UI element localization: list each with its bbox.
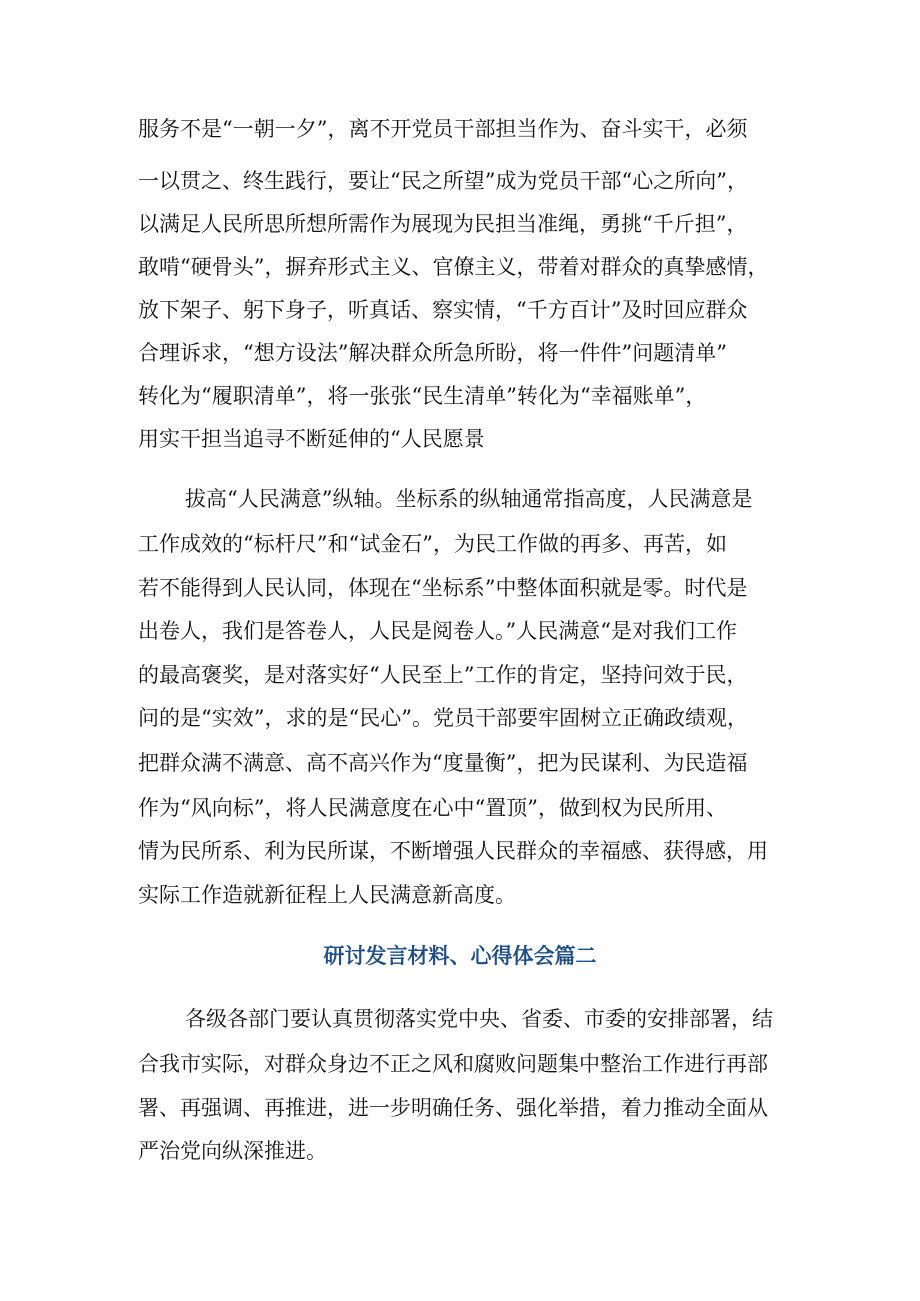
text-line: 作为“风向标”，将人民满意度在心中“置顶”，做到权为民所用、 xyxy=(138,796,727,820)
text-line: 的最高褒奖，是对落实好“人民至上”工作的肯定，坚持问效于民， xyxy=(138,663,748,687)
text-line: 问的是“实效”，求的是“民心”。党员干部要牢固树立正确政绩观， xyxy=(138,706,748,730)
text-line: 实际工作造就新征程上人民满意新高度。 xyxy=(138,883,516,907)
text-line: 署、再强调、再推进，进一步明确任务、强化举措，着力推动全面从 xyxy=(138,1096,768,1120)
text-line: 出卷人，我们是答卷人，人民是阅卷人。”人民满意“是对我们工作 xyxy=(138,619,737,643)
text-line: 合理诉求，“想方设法”解决群众所急所盼，将一件件”问题清单” xyxy=(138,341,727,365)
text-line: 情为民所系、利为民所谋，不断增强人民群众的幸福感、获得感，用 xyxy=(138,839,768,863)
text-line: 各级各部门要认真贯彻落实党中央、省委、市委的安排部署，结 xyxy=(185,1007,773,1031)
text-line: 以满足人民所思所想所需作为展现为民担当准绳，勇挑“千斤担”， xyxy=(138,212,748,236)
text-line: 转化为“履职清单”，将一张张“民生清单”转化为“幸福账单”， xyxy=(138,384,707,408)
text-line: 敢啃“硬骨头”，摒弃形式主义、官僚主义，带着对群众的真挚感情， xyxy=(138,255,769,279)
text-line: 服务不是“一朝一夕”，离不开党员干部担当作为、奋斗实干，必须 xyxy=(138,117,748,141)
text-line: 放下架子、躬下身子，听真话、察实情，“千方百计”及时回应群众 xyxy=(138,298,748,322)
text-line: 把群众满不满意、高不高兴作为“度量衡”，把为民谋利、为民造福 xyxy=(138,751,748,775)
section-heading: 研讨发言材料、心得体会篇二 xyxy=(323,943,597,968)
text-line: 合我市实际，对群众身边不正之风和腐败问题集中整治工作进行再部 xyxy=(138,1052,768,1076)
text-line: 工作成效的“标杆尺”和“试金石”，为民工作做的再多、再苦，如 xyxy=(138,532,727,556)
text-line: 若不能得到人民认同，体现在“坐标系”中整体面积就是零。时代是 xyxy=(138,576,748,600)
text-line: 严治党向纵深推进。 xyxy=(138,1139,327,1163)
text-line: 一以贯之、终生践行，要让“民之所望”成为党员干部“心之所向”， xyxy=(138,169,748,193)
text-line: 拔高“人民满意”纵轴。坐标系的纵轴通常指高度，人民满意是 xyxy=(185,487,753,511)
text-line: 用实干担当追寻不断延伸的“人民愿景 xyxy=(138,427,485,451)
